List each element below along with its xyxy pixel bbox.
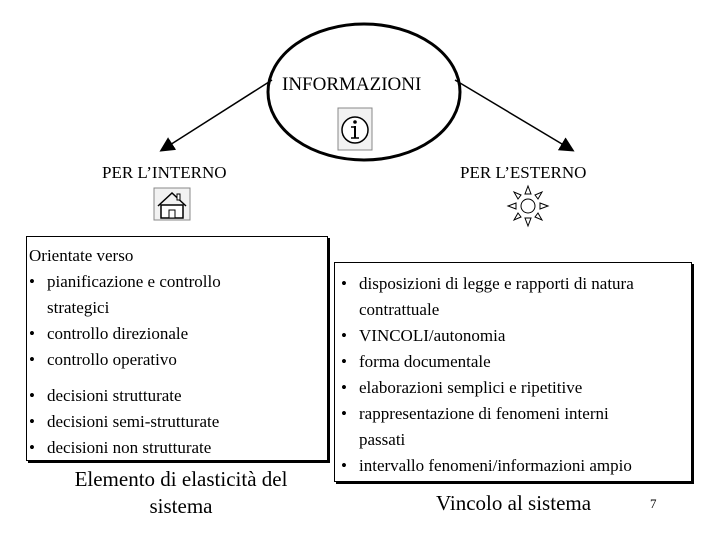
info-icon [338,108,372,150]
external-item: • disposizioni di legge e rapporti di natura [359,271,634,297]
header-per-esterno: PER L’ESTERNO [460,163,587,182]
external-item: • VINCOLI/autonomia [359,323,634,349]
external-box [334,262,692,482]
internal-item: • pianificazione e controllo [47,269,221,295]
header-per-interno: PER L’INTERNO [102,163,227,182]
internal-footer [40,466,322,520]
external-item: • intervallo fenomeni/informazioni ampio [359,453,634,479]
external-item: • rappresentazione di fenomeni interni [359,401,634,427]
title-informazioni: INFORMAZIONI [282,74,422,95]
internal-intro: Orientate verso [29,246,134,265]
internal-item-continuation: strategici [47,298,110,317]
internal-list [27,243,221,461]
internal-footer-line: Elemento di elasticità del [74,467,288,491]
external-list [335,271,634,479]
internal-item: • decisioni semi-strutturate [47,409,221,435]
house-icon [154,188,190,220]
internal-footer-line: sistema [149,494,213,518]
external-item: • forma documentale [359,349,634,375]
page-number: 7 [650,496,657,511]
external-item-continuation: contrattuale [359,300,440,319]
sun-icon [508,186,548,226]
internal-item: • controllo operativo [47,347,221,373]
external-item: • elaborazioni semplici e ripetitive [359,375,634,401]
arrow-left [162,80,272,150]
external-footer: Vincolo al sistema [436,491,592,515]
internal-item: • decisioni strutturate [47,383,221,409]
internal-item: • decisioni non strutturate [47,435,221,461]
arrow-right [455,80,572,150]
internal-item: • controllo direzionale [47,321,221,347]
external-item-continuation: passati [359,430,406,449]
internal-box [26,236,328,461]
